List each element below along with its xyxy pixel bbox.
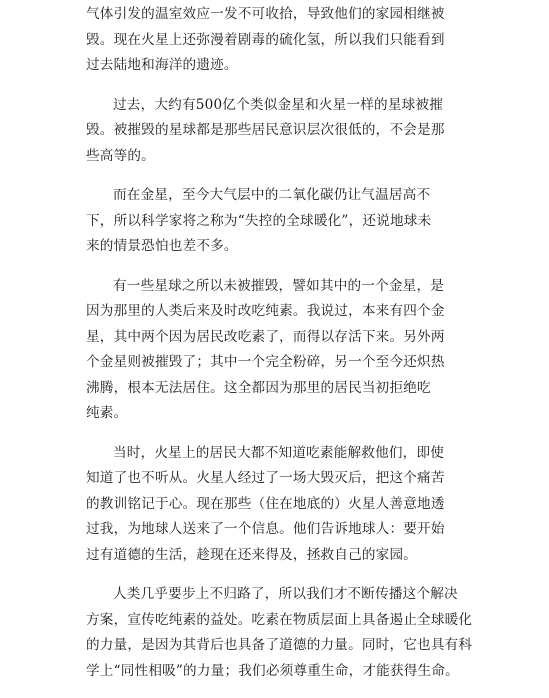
paragraph-6 [86,582,473,684]
text-line: 纯素。 [86,405,128,421]
text-line: 有一些星球之所以未被摧毁，譬如其中的一个金星，是 [113,277,445,294]
text-line: 毁。现在火星上还弥漫着剧毒的硫化氢，所以我们只能看到 [86,31,445,48]
paragraph-3 [86,183,470,260]
text-line: 因为那里的人类后来及时改吃纯素。我说过，本来有四个金 [86,303,445,319]
text-line: 知道了也不听从。火星人经过了一场大毁灭后，把这个痛苦 [86,470,445,486]
text-line: 来的情景恐怕也差不多。 [86,238,238,254]
text-line: 当时，火星上的居民大都不知道吃素能解救他们，即使 [113,444,445,461]
text-line: 气体引发的温室效应一发不可收拾，导致他们的家园相继被 [86,6,445,22]
text-line: 人类几乎要步上不归路了，所以我们才不断传播这个解决 [113,586,458,602]
document-body [86,0,473,698]
text-line: 学上“同性相吸”的力量；我们必须尊重生命，才能获得生命。 [86,662,459,679]
text-line: 星，其中两个因为居民改吃素了，而得以存活下来。另外两 [86,328,445,345]
text-line: 的教训铭记于心。现在那些（住在地底的）火星人善意地透 [86,495,445,512]
paragraph-2 [86,93,470,170]
text-line: 下，所以科学家将之称为“失控的全球暖化”，还说地球未 [86,212,432,229]
text-line: 过去陆地和海洋的遗迹。 [86,57,238,73]
text-line: 毁。被摧毁的星球都是那些居民意识层次很低的，不会是那 [86,122,445,138]
text-line: 些高等的。 [86,147,155,164]
text-line: 的力量，是因为其背后也具备了道德的力量。同时，它也具有科 [86,637,473,653]
text-line: 而在金星，至今大气层中的二氧化碳仍让气温居高不 [113,187,431,203]
text-line: 个金星则被摧毁了；其中一个完全粉碎，另一个至今还炽热 [86,354,445,370]
paragraph-1 [86,2,470,79]
text-line: 方案，宣传吃纯素的益处。吃素在物质层面上具备遏止全球暖化 [86,611,473,628]
text-line: 过去，大约有500亿个类似金星和火星一样的星球被摧 [113,96,444,113]
text-line: 沸腾，根本无法居住。这全都因为那里的居民当初拒绝吃 [86,379,431,396]
text-line: 过我，为地球人送来了一个信息。他们告诉地球人：要开始 [86,521,445,537]
paragraph-4 [86,274,470,427]
text-line: 过有道德的生活，趁现在还来得及，拯救自己的家园。 [86,546,418,563]
paragraph-5 [86,441,470,569]
